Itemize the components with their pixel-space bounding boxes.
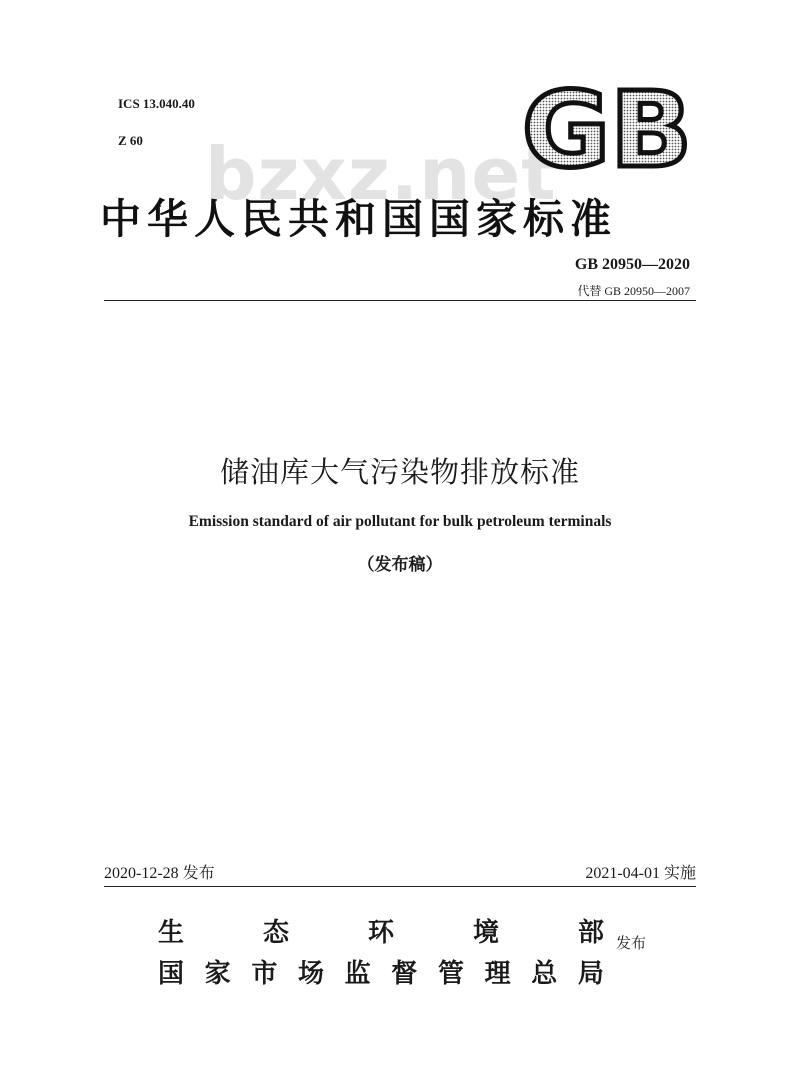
gb-logo: [518, 82, 696, 174]
issuer-char: 态: [262, 918, 289, 948]
ics-code: ICS 13.040.40: [118, 96, 195, 111]
issuer-char: 环: [367, 918, 394, 948]
issuer-char: 境: [472, 918, 499, 948]
issuer-char: 督: [391, 959, 418, 989]
issuer-administration: [158, 953, 604, 990]
bottom-divider: [104, 886, 696, 887]
national-standard-title: 中华人民共和国国家标准: [100, 195, 617, 243]
document-title-chinese: 储油库大气污染物排放标准: [219, 455, 580, 489]
issuer-char: 家: [204, 959, 231, 989]
watermark: bzxz.net: [205, 132, 557, 216]
replaces-note: 代替 GB 20950—2007: [577, 284, 690, 298]
standard-code: GB 20950—2020: [574, 256, 690, 273]
issuer-ministry: [158, 912, 604, 949]
document-title-english: Emission standard of air pollutant for bulk petroleum terminals: [188, 513, 612, 530]
issuer-char: 监: [344, 959, 371, 989]
release-status: （发布稿）: [357, 555, 443, 575]
issuer-char: 理: [484, 959, 511, 989]
issuer-char: 局: [577, 959, 604, 989]
issuer-char: 国: [158, 959, 185, 989]
issuer-char: 场: [297, 959, 324, 989]
issuer-char: 管: [437, 959, 464, 989]
ccs-code: Z 60: [118, 133, 143, 148]
gb-logo-text: GB: [522, 82, 692, 174]
issued-label: 发布: [616, 934, 647, 952]
top-divider: [104, 300, 696, 301]
issuer-char: 总: [531, 959, 558, 989]
issuer-char: 生: [158, 918, 185, 948]
implementation-date: 2021-04-01 实施: [585, 865, 696, 882]
issuer-char: 市: [251, 959, 278, 989]
issuer-char: 部: [577, 918, 604, 948]
publish-date: 2020-12-28 发布: [104, 865, 215, 882]
